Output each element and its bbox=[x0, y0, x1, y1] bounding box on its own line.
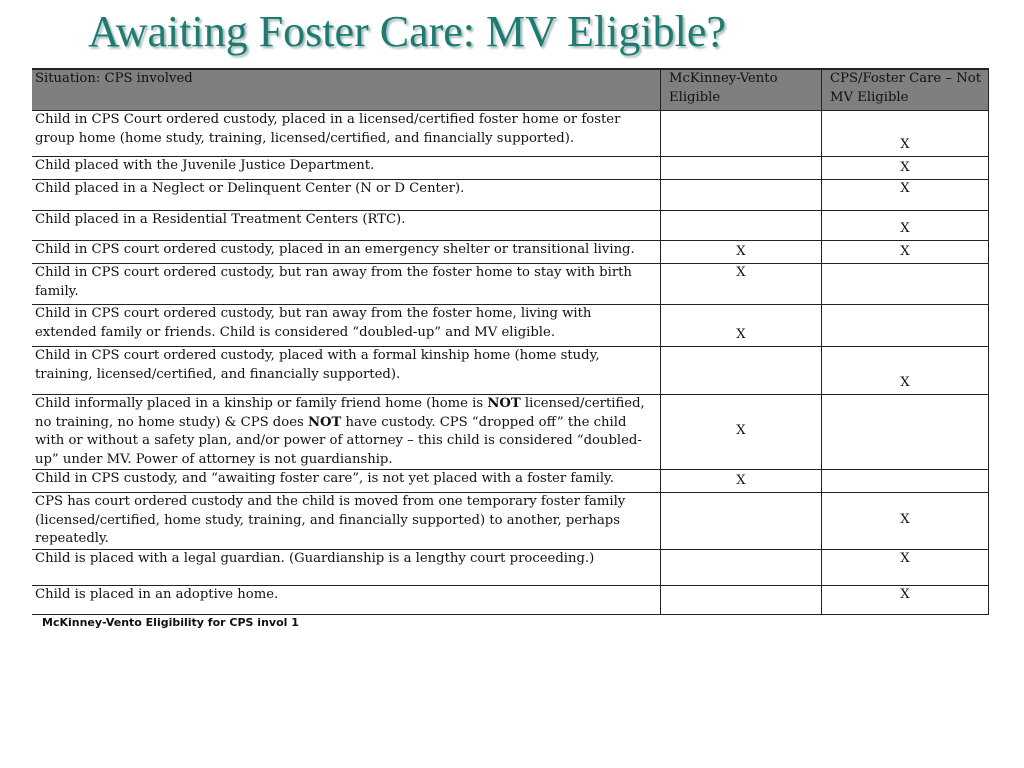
mv-eligible-mark bbox=[661, 493, 822, 550]
cps-foster-mark: X bbox=[822, 211, 989, 241]
situation-cell bbox=[32, 395, 661, 470]
table-row bbox=[32, 305, 989, 347]
cps-foster-mark: X bbox=[822, 493, 989, 550]
slide-title: Awaiting Foster Care: MV Eligible? bbox=[88, 7, 726, 56]
cps-foster-mark: X bbox=[822, 111, 989, 157]
mv-eligible-mark bbox=[661, 549, 822, 585]
mv-eligible-mark bbox=[661, 211, 822, 241]
header-mv-eligible: McKinney-Vento Eligible bbox=[661, 69, 822, 111]
table-row bbox=[32, 395, 989, 470]
situation-cell: Child placed with the Juvenile Justice Department. bbox=[32, 157, 661, 180]
situation-cell: Child is placed with a legal guardian. (Guardianship is a lengthy court proceeding.) bbox=[32, 549, 661, 585]
table-row bbox=[32, 111, 989, 157]
header-cps-foster-care: CPS/Foster Care – Not MV Eligible bbox=[822, 69, 989, 111]
mv-eligible-mark bbox=[661, 157, 822, 180]
mv-eligible-mark: X bbox=[661, 470, 822, 493]
table-row bbox=[32, 211, 989, 241]
table-row bbox=[32, 585, 989, 614]
cps-foster-mark: X bbox=[822, 241, 989, 264]
cps-foster-mark bbox=[822, 264, 989, 305]
cps-foster-mark: X bbox=[822, 180, 989, 211]
table-row bbox=[32, 264, 989, 305]
mv-eligible-mark bbox=[661, 347, 822, 395]
situation-cell: Child in CPS custody, and “awaiting foster care”, is not yet placed with a foster family. bbox=[32, 470, 661, 493]
cps-foster-mark: X bbox=[822, 347, 989, 395]
table-caption: McKinney-Vento Eligibility for CPS invol 1 bbox=[42, 616, 299, 629]
situation-cell: Child is placed in an adoptive home. bbox=[32, 585, 661, 614]
eligibility-table bbox=[32, 68, 989, 615]
mv-eligible-mark: X bbox=[661, 241, 822, 264]
cps-foster-mark: X bbox=[822, 157, 989, 180]
emphasis-not: NOT bbox=[307, 414, 342, 430]
mv-eligible-mark bbox=[661, 180, 822, 211]
situation-cell: Child in CPS court ordered custody, but ran away from the foster home, living with extended family or friends. Child is considered “doubled-up” and MV eligible. bbox=[32, 305, 661, 347]
table-row bbox=[32, 241, 989, 264]
situation-text: Child informally placed in a kinship or family friend home (home is bbox=[35, 396, 488, 411]
eligibility-table-container bbox=[32, 68, 990, 615]
situation-cell: Child in CPS Court ordered custody, placed in a licensed/certified foster home or foster group home (home study, training, licensed/certified, and financially supported). bbox=[32, 111, 661, 157]
situation-cell: Child in CPS court ordered custody, but ran away from the foster home to stay with birth family. bbox=[32, 264, 661, 305]
mv-eligible-mark bbox=[661, 585, 822, 614]
table-row bbox=[32, 180, 989, 211]
mv-eligible-mark bbox=[661, 111, 822, 157]
cps-foster-mark bbox=[822, 470, 989, 493]
table-row bbox=[32, 549, 989, 585]
header-situation: Situation: CPS involved bbox=[32, 69, 661, 111]
table-row bbox=[32, 493, 989, 550]
cps-foster-mark: X bbox=[822, 549, 989, 585]
situation-text: licensed/certified, no training, no home study) & CPS does bbox=[35, 396, 645, 430]
table-row bbox=[32, 347, 989, 395]
mv-eligible-mark: X bbox=[661, 395, 822, 470]
emphasis-not: NOT bbox=[487, 396, 521, 411]
situation-text: have custody. CPS “dropped off” the child with or without a safety plan, and/or power of attorney – this child is considered “doubled-up” under MV. Power of attorney is not guardianship. bbox=[35, 414, 642, 467]
situation-cell: Child placed in a Neglect or Delinquent Center (N or D Center). bbox=[32, 180, 661, 211]
cps-foster-mark bbox=[822, 395, 989, 470]
situation-cell: Child in CPS court ordered custody, placed with a formal kinship home (home study, training, licensed/certified, and financially supported). bbox=[32, 347, 661, 395]
mv-eligible-mark: X bbox=[661, 264, 822, 305]
situation-cell: Child placed in a Residential Treatment Centers (RTC). bbox=[32, 211, 661, 241]
table-row bbox=[32, 470, 989, 493]
table-row bbox=[32, 157, 989, 180]
mv-eligible-mark: X bbox=[661, 305, 822, 347]
cps-foster-mark bbox=[822, 305, 989, 347]
cps-foster-mark: X bbox=[822, 585, 989, 614]
situation-cell: Child in CPS court ordered custody, placed in an emergency shelter or transitional living. bbox=[32, 241, 661, 264]
situation-cell: CPS has court ordered custody and the child is moved from one temporary foster family (licensed/certified, home study, training, and financially supported) to another, perhaps repeatedly. bbox=[32, 493, 661, 550]
table-header-row bbox=[32, 69, 989, 111]
